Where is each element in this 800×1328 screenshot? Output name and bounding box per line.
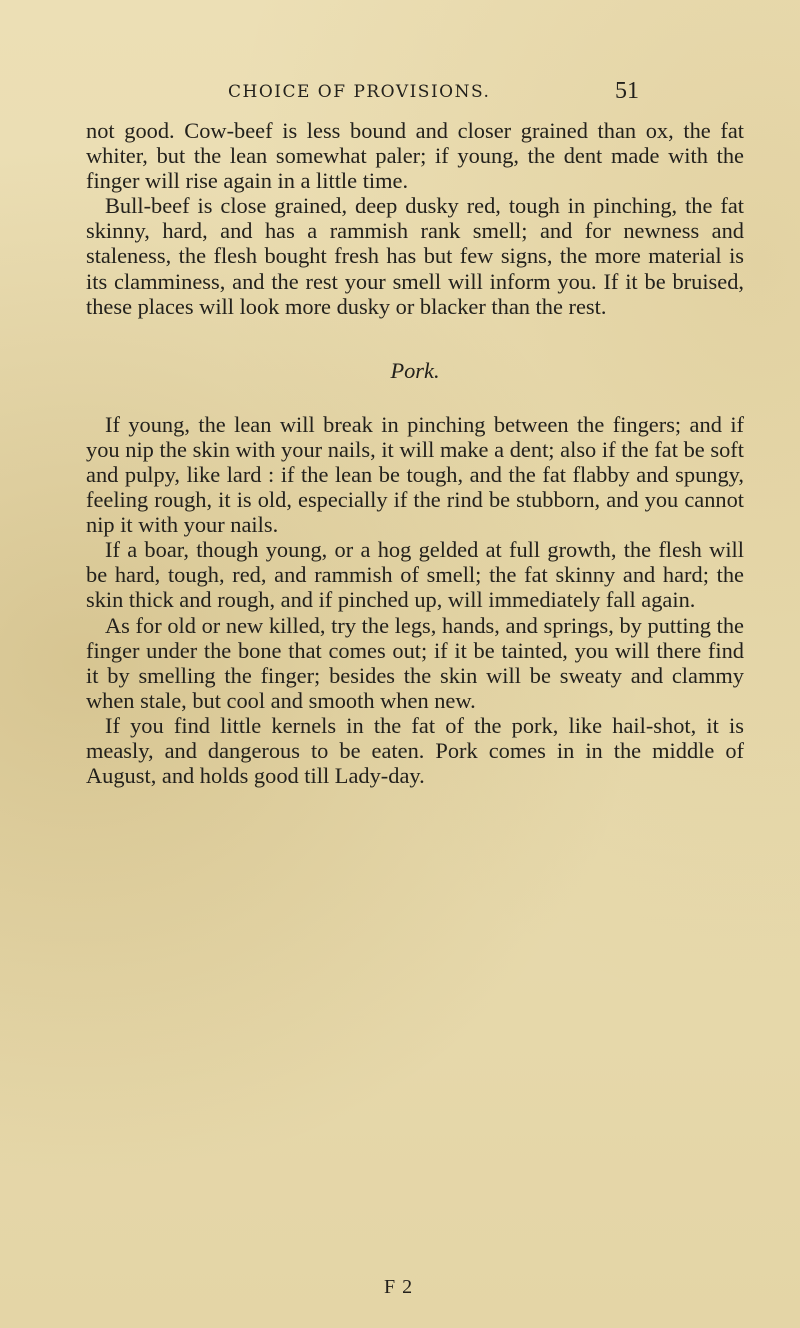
paragraph-pork-old-new: As for old or new killed, try the legs, hands, and springs, by putting the finger under the bone that comes out; if it be tainted, you will there find it by smelling the finger; besides the skin will be sweaty and clammy when stale, but cool and smooth when new. (86, 612, 744, 713)
page-header (0, 78, 800, 112)
paragraph-pork-boar: If a boar, though young, or a hog gelded at full growth, the flesh will be hard, tough, red, and rammish of smell; the fat skinny and hard; the skin thick and rough, and if pinched up, will immediately fall again. (86, 537, 744, 613)
page-number: 51 (615, 78, 639, 104)
paragraph-pork-young: If young, the lean will break in pinching between the fingers; and if you nip the skin with your nails, it will make a dent; also if the fat be soft and pulpy, like lard : if the lean be tough, and the fat flabby and spungy, feeling rough, it is old, especially if the rind be stubborn, and you cannot nip it with your nails. (86, 411, 744, 538)
paragraph-cow-beef: not good. Cow-beef is less bound and closer grained than ox, the fat whiter, but the lean somewhat paler; if young, the dent made with the finger will rise again in a little time. (86, 118, 744, 194)
body-text (86, 118, 744, 788)
paragraph-bull-beef: Bull-beef is close grained, deep dusky red, tough in pinching, the fat skinny, hard, and has a rammish rank smell; and for newness and staleness, the flesh bought fresh has but few signs, the more material is its clamminess, and the rest your smell will inform you. If it be bruised, these places will look more dusky or blacker than the rest. (86, 193, 744, 319)
paragraph-pork-measly: If you find little kernels in the fat of the pork, like hail-shot, it is measly, and dangerous to be eaten. Pork comes in in the middle of August, and holds good till Lady-day. (86, 712, 744, 789)
signature-mark: F 2 (384, 1276, 414, 1298)
section-title-pork: Pork. (390, 357, 440, 383)
running-head: CHOICE OF PROVISIONS. (228, 82, 491, 102)
